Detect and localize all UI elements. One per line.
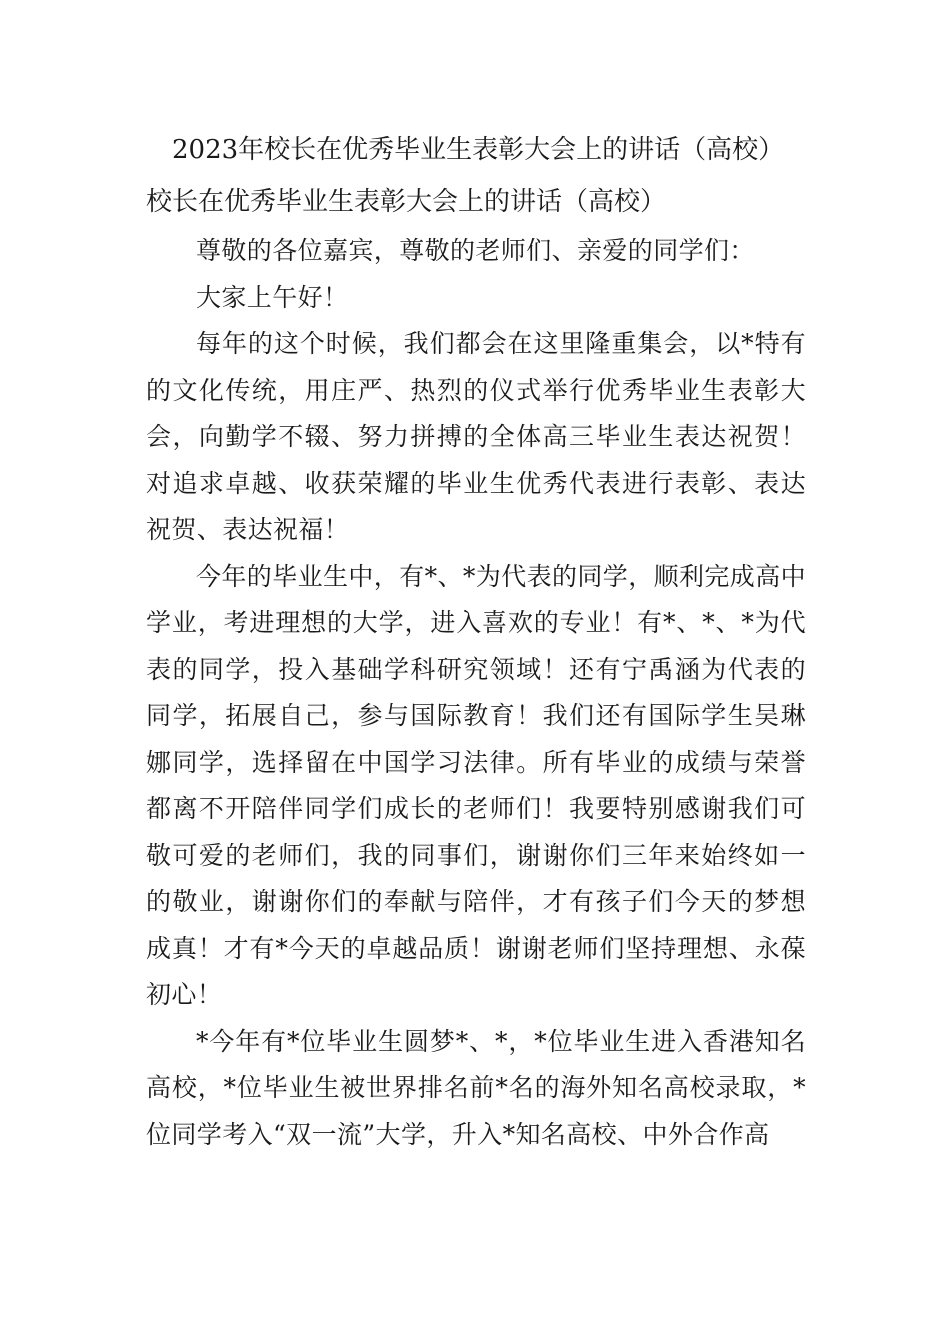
- greeting: 大家上午好！: [196, 282, 349, 312]
- document-subtitle: 校长在优秀毕业生表彰大会上的讲话（高校）: [146, 187, 667, 217]
- speech-body: [146, 228, 806, 1158]
- document-title: 2023年校长在优秀毕业生表彰大会上的讲话（高校）: [172, 135, 785, 165]
- paragraph-1: 每年的这个时候，我们都会在这里隆重集会，以*特有的文化传统，用庄严、热烈的仪式举行优秀毕业生表彰大会，向勤学不辍、努力拼搏的全体高三毕业生表达祝贺！对追求卓越、收获荣耀的毕业生优秀代表进行表彰、表达祝贺、表达祝福！: [146, 329, 806, 544]
- paragraph-2: 今年的毕业生中，有*、*为代表的同学，顺利完成高中学业，考进理想的大学，进入喜欢的专业！有*、*、*为代表的同学，投入基础学科研究领域！还有宁禹涵为代表的同学，拓展自己，参与国际教育！我们还有国际学生吴琳娜同学，选择留在中国学习法律。所有毕业的成绩与荣誉都离不开陪伴同学们成长的老师们！我要特别感谢我们可敬可爱的老师们，我的同事们，谢谢你们三年来始终如一的敬业，谢谢你们的奉献与陪伴，才有孩子们今天的梦想成真！才有*今天的卓越品质！谢谢老师们坚持理想、永葆初心！: [146, 561, 807, 1009]
- paragraph-3: *今年有*位毕业生圆梦*、*，*位毕业生进入香港知名高校，*位毕业生被世界排名前*名的海外知名高校录取，*位同学考入“双一流”大学，升入*知名高校、中外合作高: [146, 1026, 806, 1149]
- salutation: 尊敬的各位嘉宾，尊敬的老师们、亲爱的同学们：: [196, 236, 755, 265]
